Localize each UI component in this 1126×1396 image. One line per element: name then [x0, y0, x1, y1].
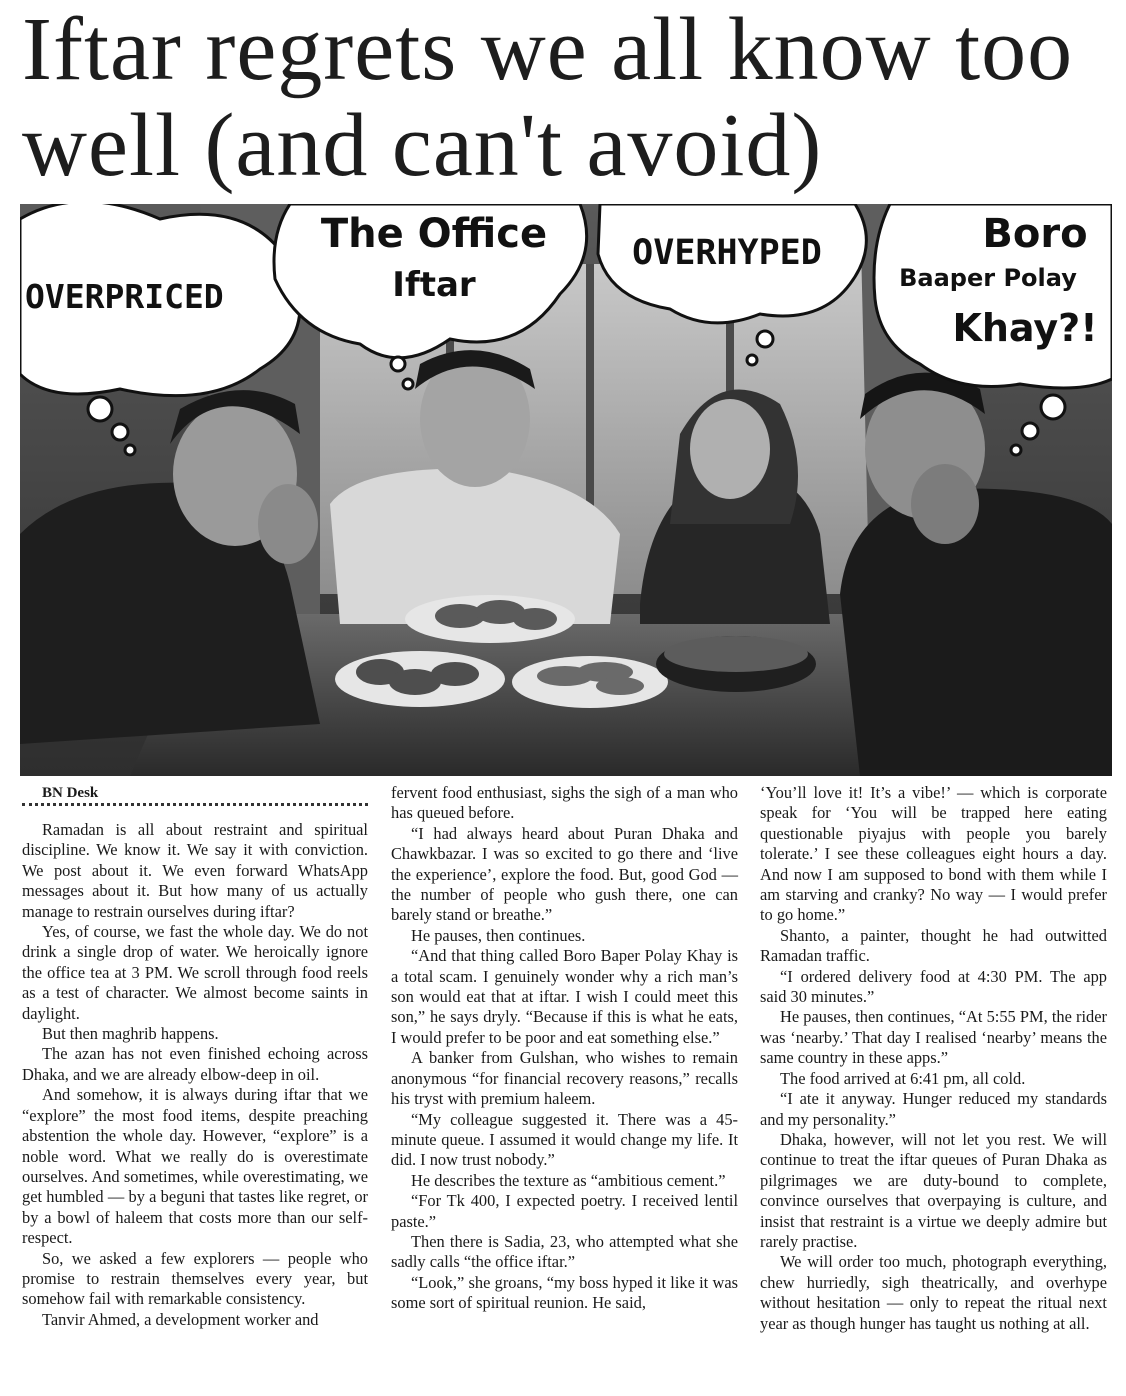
- paragraph: He pauses, then continues.: [411, 925, 586, 945]
- headline: Iftar regrets we all know too well (and can't avoid): [22, 0, 1074, 195]
- bubble-text-overhyped: OVERHYPED: [632, 233, 822, 273]
- paragraph: “I ordered delivery food at 4:30 PM. The app said 30 minutes.”: [760, 966, 1107, 1007]
- bubble-text-office-1: The Office: [320, 211, 548, 257]
- paragraph: But then maghrib happens.: [42, 1024, 219, 1044]
- byline: BN Desk: [42, 785, 99, 801]
- paragraph: “My colleague suggested it. There was a 45-minute queue. I assumed it would change my life. It did. I now trust nobody.”: [391, 1109, 738, 1170]
- bubble-text-boro-1: Boro: [982, 211, 1088, 257]
- paragraph: He describes the texture as “ambitious cement.”: [411, 1170, 726, 1190]
- article-column-1: [22, 783, 368, 1330]
- illustration-drawing: [20, 204, 1112, 776]
- paragraph: He pauses, then continues, “At 5:55 PM, the rider was ‘nearby.’ That day I realised ‘nearby’ means the same country in these apps.”: [760, 1007, 1107, 1068]
- article-column-2: [391, 783, 738, 1314]
- paragraph: Dhaka, however, will not let you rest. We will continue to treat the iftar queues of Puran Dhaka as pilgrimages we are duty-bound to complete, convince ourselves that overpaying is culture, and insist that restraint is a virtue we deeply admire but rarely practise.: [760, 1129, 1107, 1251]
- paragraph: “For Tk 400, I expected poetry. I received lentil paste.”: [391, 1191, 738, 1231]
- paragraph: “Look,” she groans, “my boss hyped it like it was some sort of spiritual reunion. He said,: [391, 1272, 738, 1313]
- iftar-illustration: [20, 204, 1112, 776]
- paragraph: So, we asked a few explorers — people who promise to restrain themselves every year, but somehow fail with remarkable consistency.: [22, 1248, 368, 1309]
- bubble-text-boro-2: Baaper Polay: [899, 264, 1077, 292]
- paragraph: ‘You’ll love it! It’s a vibe!’ — which is corporate speak for ‘You will be trapped here eating questionable piyajus with people you barely tolerate.’ I see these colleagues eight hours a day. And now I am supposed to bond with them while I am starving and cranky? No way — I would prefer to go home.”: [760, 783, 1107, 925]
- paragraph: A banker from Gulshan, who wishes to remain anonymous “for financial recovery reasons,” recalls his tryst with premium haleem.: [391, 1048, 738, 1109]
- bubble-text-boro-3: Khay?!: [952, 306, 1098, 350]
- paragraph: The food arrived at 6:41 pm, all cold.: [780, 1068, 1026, 1088]
- paragraph: The azan has not even finished echoing across Dhaka, and we are already elbow-deep in oil.: [22, 1044, 368, 1084]
- paragraph: Yes, of course, we fast the whole day. We do not drink a single drop of water. We heroically ignore the office tea at 3 PM. We scroll through food reels as a test of character. We almost become saints in daylight.: [22, 922, 368, 1023]
- paragraph: fervent food enthusiast, sighs the sigh of a man who has queued before.: [391, 783, 738, 823]
- bubble-text-overpriced: OVERPRICED: [25, 277, 224, 316]
- paragraph: “I ate it anyway. Hunger reduced my standards and my personality.”: [760, 1089, 1107, 1129]
- paragraph: And somehow, it is always during iftar that we “explore” the most food items, despite preaching abstention the whole day. However, “explore” is a noble word. What we really do is overestimate ourselves. And sometimes, while overestimating, we get humbled — by a beguni that tastes like regret, or by a bowl of haleem that costs more than our self-respect.: [22, 1085, 368, 1248]
- article-column-3: [760, 783, 1107, 1334]
- paragraph: “I had always heard about Puran Dhaka and Chawkbazar. I was so excited to go there and ‘live the experience’, explore the food. But, good God — the number of people who gush there, one can barely stand or breathe.”: [391, 823, 738, 925]
- paragraph: Tanvir Ahmed, a development worker and: [42, 1309, 319, 1329]
- byline-divider: [22, 803, 368, 806]
- paragraph: Then there is Sadia, 23, who attempted what she sadly calls “the office iftar.”: [391, 1231, 738, 1272]
- paragraph: Ramadan is all about restraint and spiritual discipline. We know it. We say it with conviction. We post about it. We even forward WhatsApp messages about it. But how many of us actually manage to restrain ourselves during iftar?: [22, 820, 368, 921]
- paragraph: We will order too much, photograph everything, chew hurriedly, sigh theatrically, and overhype without hesitation — only to repeat the ritual next year as though hunger has taught us nothing at all.: [760, 1252, 1107, 1333]
- paragraph: Shanto, a painter, thought he had outwitted Ramadan traffic.: [760, 925, 1107, 966]
- paragraph: “And that thing called Boro Baper Polay Khay is a total scam. I genuinely wonder why a rich man’s son would eat that at iftar. I wish I could meet this son,” he says dryly. “Because if this is what he eats, I would prefer to be poor and eat something else.”: [391, 946, 738, 1047]
- bubble-text-office-2: Iftar: [392, 265, 476, 305]
